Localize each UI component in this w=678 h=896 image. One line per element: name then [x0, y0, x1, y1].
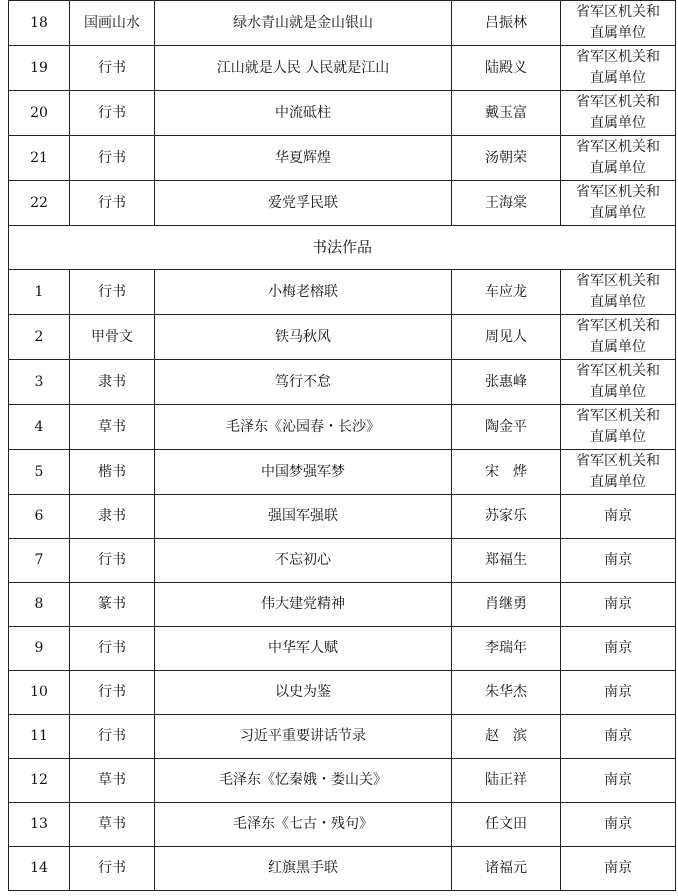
- row-number: 1: [9, 270, 70, 315]
- unit-line: 直属单位: [590, 205, 646, 221]
- row-number: 21: [9, 136, 70, 181]
- unit-cell: [561, 450, 676, 495]
- work-type: 行书: [70, 181, 155, 226]
- work-type: 行书: [70, 136, 155, 181]
- unit-line: 南京: [604, 860, 632, 876]
- work-title: 红旗黑手联: [155, 847, 452, 891]
- row-number: 11: [9, 715, 70, 759]
- unit-line: 省军区机关和: [576, 184, 660, 200]
- work-type: 草书: [70, 803, 155, 847]
- work-type: 行书: [70, 847, 155, 891]
- author-name: 郑福生: [452, 539, 561, 583]
- row-number: 19: [9, 46, 70, 91]
- unit-cell: [561, 803, 676, 847]
- table-row: [9, 803, 676, 847]
- author-name: 宋 烨: [452, 450, 561, 495]
- work-type: 行书: [70, 715, 155, 759]
- work-type: 行书: [70, 91, 155, 136]
- unit-line: 省军区机关和: [576, 363, 660, 379]
- unit-cell: [561, 627, 676, 671]
- work-type: 楷书: [70, 450, 155, 495]
- unit-cell: [561, 181, 676, 226]
- work-type: 隶书: [70, 495, 155, 539]
- author-name: 诸福元: [452, 847, 561, 891]
- work-type: 草书: [70, 405, 155, 450]
- unit-line: 省军区机关和: [576, 94, 660, 110]
- table-row: [9, 627, 676, 671]
- row-number: 9: [9, 627, 70, 671]
- unit-line: 南京: [604, 508, 632, 524]
- table-row: [9, 136, 676, 181]
- row-number: 10: [9, 671, 70, 715]
- author-name: 吕振林: [452, 1, 561, 46]
- unit-line: 直属单位: [590, 339, 646, 355]
- work-title: 毛泽东《七古・残句》: [155, 803, 452, 847]
- row-number: 6: [9, 495, 70, 539]
- unit-line: 省军区机关和: [576, 453, 660, 469]
- work-title: 铁马秋风: [155, 315, 452, 360]
- author-name: 戴玉富: [452, 91, 561, 136]
- work-title: 习近平重要讲话节录: [155, 715, 452, 759]
- work-title: 中流砥柱: [155, 91, 452, 136]
- row-number: 8: [9, 583, 70, 627]
- unit-line: 直属单位: [590, 474, 646, 490]
- row-number: 12: [9, 759, 70, 803]
- unit-cell: [561, 405, 676, 450]
- row-number: 7: [9, 539, 70, 583]
- work-type: 行书: [70, 627, 155, 671]
- work-type: 篆书: [70, 583, 155, 627]
- table-row: [9, 1, 676, 46]
- unit-cell: [561, 360, 676, 405]
- table-row: [9, 847, 676, 891]
- unit-line: 南京: [604, 684, 632, 700]
- work-type: 国画山水: [70, 1, 155, 46]
- unit-line: 省军区机关和: [576, 273, 660, 289]
- work-type: 行书: [70, 46, 155, 91]
- unit-line: 南京: [604, 728, 632, 744]
- unit-line: 南京: [604, 772, 632, 788]
- work-title: 伟大建党精神: [155, 583, 452, 627]
- unit-cell: [561, 136, 676, 181]
- work-title: 爱党孚民联: [155, 181, 452, 226]
- work-title: 绿水青山就是金山银山: [155, 1, 452, 46]
- author-name: 朱华杰: [452, 671, 561, 715]
- author-name: 赵 滨: [452, 715, 561, 759]
- table-row: [9, 91, 676, 136]
- table-row: [9, 715, 676, 759]
- works-table: [8, 0, 676, 891]
- work-type: 甲骨文: [70, 315, 155, 360]
- author-name: 周见人: [452, 315, 561, 360]
- work-title: 中华军人赋: [155, 627, 452, 671]
- unit-cell: [561, 715, 676, 759]
- unit-line: 南京: [604, 596, 632, 612]
- section-title: 书法作品: [9, 226, 676, 270]
- unit-line: 省军区机关和: [576, 318, 660, 334]
- table-row: [9, 270, 676, 315]
- row-number: 5: [9, 450, 70, 495]
- author-name: 王海棠: [452, 181, 561, 226]
- unit-line: 省军区机关和: [576, 4, 660, 20]
- work-type: 行书: [70, 671, 155, 715]
- author-name: 陆正祥: [452, 759, 561, 803]
- author-name: 陶金平: [452, 405, 561, 450]
- row-number: 4: [9, 405, 70, 450]
- table-row: [9, 46, 676, 91]
- unit-line: 直属单位: [590, 160, 646, 176]
- unit-cell: [561, 671, 676, 715]
- row-number: 20: [9, 91, 70, 136]
- work-title: 笃行不怠: [155, 360, 452, 405]
- unit-line: 直属单位: [590, 25, 646, 41]
- author-name: 张惠峰: [452, 360, 561, 405]
- unit-line: 直属单位: [590, 294, 646, 310]
- row-number: 13: [9, 803, 70, 847]
- row-number: 14: [9, 847, 70, 891]
- work-title: 小梅老榕联: [155, 270, 452, 315]
- table-row: [9, 759, 676, 803]
- unit-line: 省军区机关和: [576, 408, 660, 424]
- author-name: 苏家乐: [452, 495, 561, 539]
- unit-line: 直属单位: [590, 429, 646, 445]
- unit-cell: [561, 583, 676, 627]
- author-name: 汤朝荣: [452, 136, 561, 181]
- section-header-row: [9, 226, 676, 270]
- author-name: 陆殿义: [452, 46, 561, 91]
- table-row: [9, 583, 676, 627]
- table-row: [9, 315, 676, 360]
- unit-line: 南京: [604, 640, 632, 656]
- unit-line: 直属单位: [590, 384, 646, 400]
- author-name: 李瑞年: [452, 627, 561, 671]
- works-table-body: [9, 1, 676, 891]
- row-number: 22: [9, 181, 70, 226]
- work-title: 毛泽东《忆秦娥・娄山关》: [155, 759, 452, 803]
- unit-cell: [561, 46, 676, 91]
- table-row: [9, 360, 676, 405]
- unit-line: 省军区机关和: [576, 139, 660, 155]
- work-title: 不忘初心: [155, 539, 452, 583]
- unit-cell: [561, 539, 676, 583]
- unit-line: 省军区机关和: [576, 49, 660, 65]
- table-row: [9, 539, 676, 583]
- work-title: 以史为鉴: [155, 671, 452, 715]
- unit-cell: [561, 759, 676, 803]
- author-name: 肖继勇: [452, 583, 561, 627]
- work-title: 毛泽东《沁园春・长沙》: [155, 405, 452, 450]
- work-title: 强国军强联: [155, 495, 452, 539]
- work-type: 行书: [70, 539, 155, 583]
- unit-line: 南京: [604, 816, 632, 832]
- unit-line: 南京: [604, 552, 632, 568]
- unit-cell: [561, 495, 676, 539]
- unit-cell: [561, 315, 676, 360]
- table-row: [9, 405, 676, 450]
- unit-line: 直属单位: [590, 115, 646, 131]
- author-name: 任文田: [452, 803, 561, 847]
- work-title: 中国梦强军梦: [155, 450, 452, 495]
- unit-cell: [561, 847, 676, 891]
- table-row: [9, 495, 676, 539]
- work-title: 江山就是人民 人民就是江山: [155, 46, 452, 91]
- table-row: [9, 671, 676, 715]
- work-title: 华夏辉煌: [155, 136, 452, 181]
- author-name: 车应龙: [452, 270, 561, 315]
- row-number: 3: [9, 360, 70, 405]
- table-row: [9, 181, 676, 226]
- table-row: [9, 450, 676, 495]
- row-number: 2: [9, 315, 70, 360]
- work-type: 草书: [70, 759, 155, 803]
- unit-cell: [561, 1, 676, 46]
- unit-cell: [561, 91, 676, 136]
- work-type: 行书: [70, 270, 155, 315]
- unit-cell: [561, 270, 676, 315]
- work-type: 隶书: [70, 360, 155, 405]
- unit-line: 直属单位: [590, 70, 646, 86]
- row-number: 18: [9, 1, 70, 46]
